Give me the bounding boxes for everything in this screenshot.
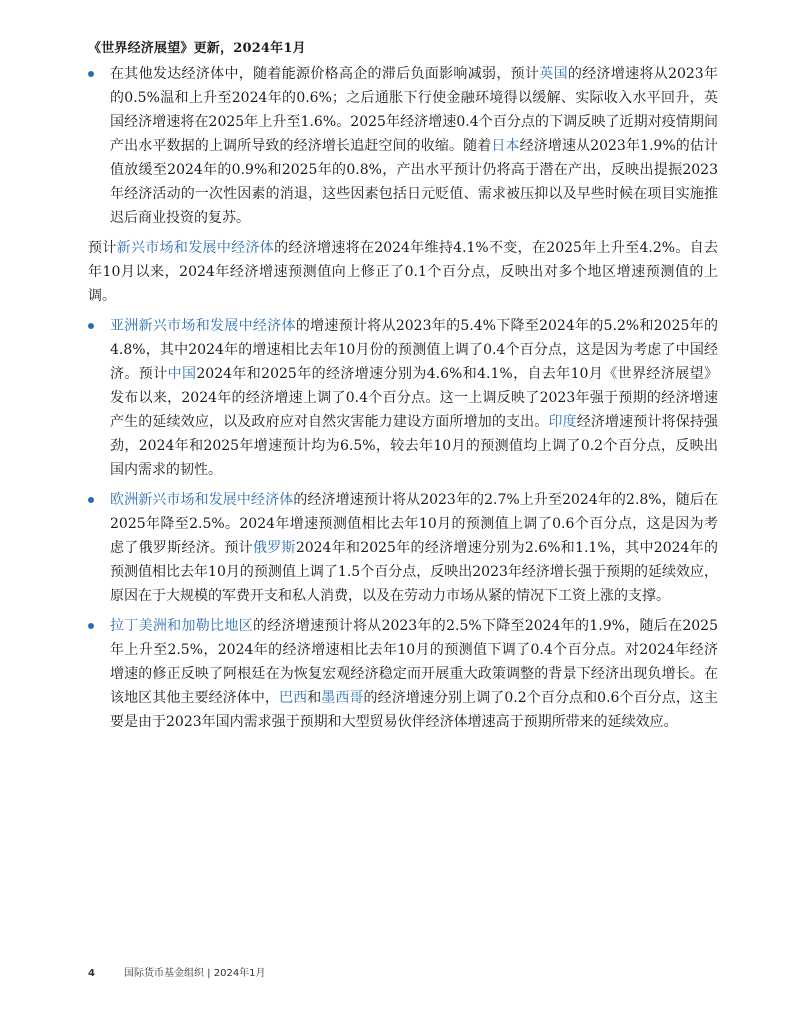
bullet-paragraph	[88, 488, 718, 608]
page-number: 4	[88, 968, 95, 979]
paragraph-text: 经济增速从2023年1.9%的估计值放缓至2024年的0.9%和2025年的0.8%，产出水平预计仍将高于潜在产出，反映出提振2023年经济活动的一次性因素的消退，这些因素包括日元贬值、需求被压抑以及早些时候在项目实施推迟后商业投资的复苏。	[110, 138, 719, 226]
paragraph-text: 的经济增速预计将从2023年的2.7%上升至2024年的2.8%，随后在2025年降至2.5%。2024年增速预测值相比去年10月的预测值上调了0.6个百分点，这是因为考虑了俄罗斯经济。预计	[110, 492, 718, 556]
region-link[interactable]: 俄罗斯	[252, 540, 296, 556]
region-link[interactable]: 新兴市场和发展中经济体	[116, 240, 275, 256]
bullet-paragraph	[88, 314, 718, 482]
bullet-dot-icon	[88, 71, 94, 77]
page-header: 《世界经济展望》更新，2024年1月	[88, 41, 306, 56]
paragraph-text: 的经济增速将从2023年的0.5%温和上升至2024年的0.6%；之后通胀下行使金融环境得以缓解、实际收入水平回升，英国经济增速将在2025年上升至1.6%。2025年经济增速0.4个百分点的下调反映了近期对疫情期间产出水平数据的上调所导致的经济增长追赶空间的收缩。随着	[110, 66, 719, 154]
page-footer	[88, 964, 266, 979]
paragraph-text: 和	[307, 690, 322, 706]
paragraph-text: 2024年和2025年的经济增速分别为2.6%和1.1%，其中2024年的预测值相比去年10月的预测值上调了1.5个百分点，反映出2023年经济增长强于预期的延续效应，原因在于大规模的军费开支和私人消费，以及在劳动力市场从紧的情况下工资上涨的支撑。	[110, 540, 719, 604]
paragraph-text: 2024年和2025年的经济增速分别为4.6%和4.1%，自去年10月《世界经济展望》发布以来，2024年的经济增速上调了0.4个百分点。这一上调反映了2023年强于预期的经济增速产生的延续效应，以及政府应对自然灾害能力建设方面所增加的支出。	[110, 366, 718, 430]
paragraph-text: 经济增速预计将保持强劲，2024年和2025年增速预计均为6.5%，较去年10月的预测值均上调了0.2个百分点，反映出国内需求的韧性。	[110, 414, 719, 478]
body-paragraph	[88, 236, 718, 308]
paragraph-text: 的经济增速预计将从2023年的2.5%下降至2024年的1.9%，随后在2025年上升至2.5%，2024年的经济增速相比去年10月的预测值下调了0.4个百分点。对2024年经济增速的修正反映了阿根廷在为恢复宏观经济稳定而开展重大政策调整的背景下经济出现负增长。在该地区其他主要经济体中，	[110, 618, 718, 706]
paragraph-text: 预计	[88, 240, 117, 256]
bullet-dot-icon	[88, 497, 94, 503]
bullet-dot-icon	[88, 623, 94, 629]
paragraph-text: 的经济增速将在2024年维持4.1%不变，在2025年上升至4.2%。自去年10月以来，2024年经济增速预测值向上修正了0.1个百分点，反映出对多个地区增速预测值的上调。	[88, 240, 719, 304]
bullet-dot-icon	[88, 323, 94, 329]
paragraph-text: 在其他发达经济体中，随着能源价格高企的滞后负面影响减弱，预计	[110, 66, 540, 82]
region-link[interactable]: 拉丁美洲和加勒比地区	[110, 618, 253, 634]
region-link[interactable]: 日本	[491, 138, 520, 154]
region-link[interactable]: 巴西	[279, 690, 308, 706]
region-link[interactable]: 英国	[539, 66, 568, 82]
bullet-paragraph	[88, 614, 718, 734]
region-link[interactable]: 印度	[548, 414, 577, 430]
region-link[interactable]: 中国	[167, 366, 197, 382]
bullet-paragraph	[88, 62, 718, 230]
region-link[interactable]: 墨西哥	[321, 690, 364, 706]
paragraph-text: 的经济增速分别上调了0.2个百分点和0.6个百分点，这主要是由于2023年国内需求强于预期和大型贸易伙伴经济体增速高于预期所带来的延续效应。	[110, 690, 719, 730]
paragraph-text: 的增速预计将从2023年的5.4%下降至2024年的5.2%和2025年的4.8%，其中2024年的增速相比去年10月份的预测值上调了0.4个百分点，这是因为考虑了中国经济。预计	[110, 318, 718, 382]
document-body	[88, 62, 718, 740]
region-link[interactable]: 亚洲新兴市场和发展中经济体	[110, 318, 296, 334]
region-link[interactable]: 欧洲新兴市场和发展中经济体	[110, 492, 294, 508]
footer-text: 国际货币基金组织 | 2024年1月	[124, 968, 266, 979]
